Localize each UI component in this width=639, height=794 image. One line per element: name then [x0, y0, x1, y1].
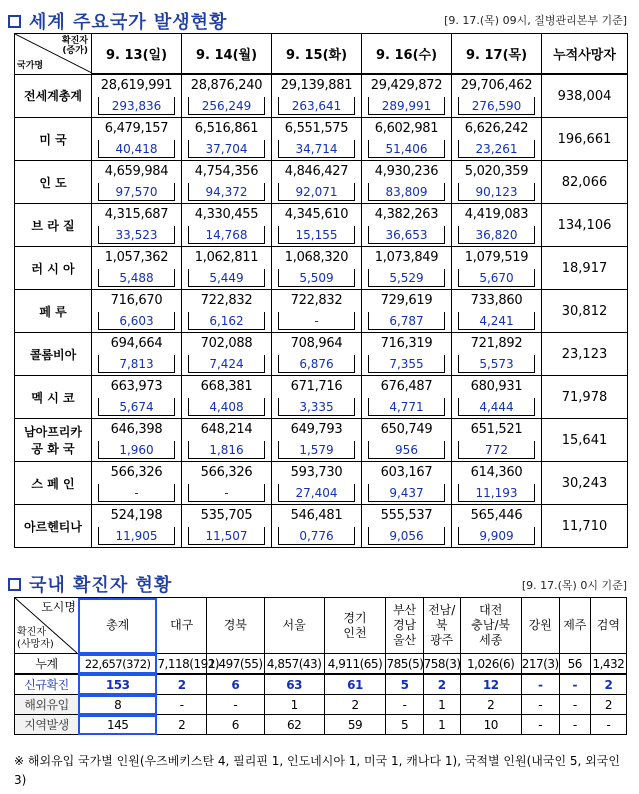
- daily-increase: 36,820: [458, 226, 535, 244]
- daily-cell: [92, 419, 182, 462]
- total-confirmed: 603,167: [380, 465, 433, 480]
- domestic-cell: 1,026(6): [460, 654, 521, 675]
- daily-cell: [362, 74, 452, 118]
- daily-increase: 51,406: [368, 140, 445, 158]
- total-confirmed: 4,345,610: [284, 207, 349, 222]
- domestic-cell: 2: [324, 695, 386, 715]
- daily-increase: 6,787: [368, 312, 445, 330]
- world-title-text: 세계 주요국가 발생현황: [29, 12, 228, 33]
- daily-cell: [362, 118, 452, 161]
- country-name: 남아프리카 공 화 국: [15, 419, 92, 462]
- domestic-cell: 4,911(65): [324, 654, 386, 675]
- world-header-row: [15, 34, 628, 75]
- daily-increase: 4,771: [368, 398, 445, 416]
- domestic-cell: -: [559, 695, 590, 715]
- daily-cell: [92, 376, 182, 419]
- daily-cell: [92, 505, 182, 548]
- daily-increase: 7,813: [98, 355, 175, 373]
- total-confirmed: 733,860: [470, 293, 523, 308]
- daily-increase: 293,836: [98, 97, 175, 115]
- daily-increase: 11,905: [98, 527, 175, 545]
- city-column-header: 부산 경남 울산: [386, 598, 423, 654]
- daily-increase: 7,355: [368, 355, 445, 373]
- daily-increase: 90,123: [458, 183, 535, 201]
- domestic-row: [15, 654, 627, 675]
- daily-increase: 276,590: [458, 97, 535, 115]
- total-confirmed: 6,479,157: [104, 121, 169, 136]
- domestic-cell: -: [559, 674, 590, 695]
- country-row: [15, 118, 628, 161]
- daily-cell: [452, 247, 542, 290]
- domestic-cell: 145: [78, 715, 156, 735]
- daily-increase: 4,444: [458, 398, 535, 416]
- daily-increase: 4,241: [458, 312, 535, 330]
- total-confirmed: 6,551,575: [284, 121, 349, 136]
- daily-cell: [182, 462, 272, 505]
- domestic-cell: 10: [460, 715, 521, 735]
- cum-deaths: 71,978: [542, 376, 628, 419]
- city-column-header: 대구: [157, 598, 207, 654]
- domestic-cell: 785(5): [386, 654, 423, 675]
- country-row: [15, 161, 628, 204]
- country-name: 콜롬비아: [15, 333, 92, 376]
- domestic-cell: 758(3): [423, 654, 460, 675]
- total-confirmed: 28,876,240: [190, 78, 263, 93]
- country-name: 스 페 인: [15, 462, 92, 505]
- daily-cell: [272, 376, 362, 419]
- total-confirmed: 6,516,861: [194, 121, 259, 136]
- daily-increase: 6,876: [278, 355, 355, 373]
- row-label: 해외유입: [15, 695, 79, 715]
- daily-increase: -: [98, 484, 175, 502]
- country-name: 멕 시 코: [15, 376, 92, 419]
- domestic-cell: 8: [78, 695, 156, 715]
- domestic-cell: 2: [157, 674, 207, 695]
- daily-cell: [92, 247, 182, 290]
- daily-increase: 27,404: [278, 484, 355, 502]
- daily-cell: [92, 333, 182, 376]
- daily-increase: 6,603: [98, 312, 175, 330]
- cum-deaths: 196,661: [542, 118, 628, 161]
- daily-cell: [182, 118, 272, 161]
- total-confirmed: 680,931: [470, 379, 523, 394]
- daily-cell: [272, 419, 362, 462]
- total-confirmed: 614,360: [470, 465, 523, 480]
- date-header: 9. 13(일): [92, 34, 182, 75]
- corner-label-confirmed: 확진자 (증가): [61, 36, 88, 57]
- total-confirmed: 1,057,362: [104, 250, 169, 265]
- daily-cell: [362, 419, 452, 462]
- row-label: 지역발생: [15, 715, 79, 735]
- total-confirmed: 694,664: [110, 336, 163, 351]
- daily-cell: [452, 290, 542, 333]
- daily-increase: 5,449: [188, 269, 265, 287]
- daily-cell: [362, 290, 452, 333]
- domestic-cell: 2: [460, 695, 521, 715]
- total-confirmed: 4,315,687: [104, 207, 169, 222]
- world-section-title: [8, 8, 227, 34]
- daily-cell: [452, 74, 542, 118]
- domestic-cell: 63: [264, 674, 324, 695]
- city-column-header: 경북: [206, 598, 264, 654]
- world-basis-note: [9. 17.(목) 09시, 질병관리본부 기준]: [444, 14, 627, 27]
- cum-deaths: 23,123: [542, 333, 628, 376]
- total-confirmed: 646,398: [110, 422, 163, 437]
- daily-increase: -: [188, 484, 265, 502]
- domestic-cell: 2: [423, 674, 460, 695]
- domestic-cell: 5: [386, 674, 423, 695]
- total-confirmed: 1,073,849: [374, 250, 439, 265]
- domestic-cell: 2: [590, 695, 626, 715]
- daily-cell: [362, 462, 452, 505]
- daily-cell: [452, 161, 542, 204]
- daily-cell: [452, 505, 542, 548]
- daily-increase: 34,714: [278, 140, 355, 158]
- domestic-table: [14, 597, 627, 735]
- domestic-cell: 1,497(55): [206, 654, 264, 675]
- cum-deaths: 82,066: [542, 161, 628, 204]
- city-column-header: 대전 충남/북 세종: [460, 598, 521, 654]
- daily-cell: [452, 204, 542, 247]
- daily-increase: 0,776: [278, 527, 355, 545]
- total-confirmed: 729,619: [380, 293, 433, 308]
- domestic-cell: 22,657(372): [78, 654, 156, 675]
- daily-increase: 11,507: [188, 527, 265, 545]
- daily-cell: [362, 247, 452, 290]
- domestic-cell: -: [206, 695, 264, 715]
- country-row: [15, 419, 628, 462]
- date-header: 9. 16(수): [362, 34, 452, 75]
- cum-deaths: 15,641: [542, 419, 628, 462]
- total-confirmed: 650,749: [380, 422, 433, 437]
- daily-increase: 15,155: [278, 226, 355, 244]
- domestic-cell: 5: [386, 715, 423, 735]
- city-column-header: 총계: [78, 598, 156, 654]
- total-confirmed: 535,705: [200, 508, 253, 523]
- daily-increase: 263,641: [278, 97, 355, 115]
- domestic-cell: -: [521, 715, 559, 735]
- daily-increase: 94,372: [188, 183, 265, 201]
- total-confirmed: 6,602,981: [374, 121, 439, 136]
- daily-increase: 14,768: [188, 226, 265, 244]
- total-confirmed: 651,521: [470, 422, 523, 437]
- daily-increase: 4,408: [188, 398, 265, 416]
- daily-cell: [92, 290, 182, 333]
- daily-cell: [362, 505, 452, 548]
- domestic-cell: 153: [78, 674, 156, 695]
- domestic-cell: -: [559, 715, 590, 735]
- country-row: [15, 376, 628, 419]
- daily-cell: [182, 419, 272, 462]
- city-column-header: 강원: [521, 598, 559, 654]
- total-confirmed: 722,832: [200, 293, 253, 308]
- daily-increase: 1,816: [188, 441, 265, 459]
- domestic-corner-cell: [15, 598, 79, 654]
- daily-cell: [272, 290, 362, 333]
- total-confirmed: 4,659,984: [104, 164, 169, 179]
- city-column-header: 제주: [559, 598, 590, 654]
- daily-increase: 33,523: [98, 226, 175, 244]
- domestic-title-text: 국내 확진자 현황: [29, 575, 173, 596]
- daily-increase: 6,162: [188, 312, 265, 330]
- total-confirmed: 716,670: [110, 293, 163, 308]
- country-name: 아르헨티나: [15, 505, 92, 548]
- country-name: 페 루: [15, 290, 92, 333]
- total-confirmed: 5,020,359: [464, 164, 529, 179]
- daily-cell: [452, 333, 542, 376]
- daily-cell: [182, 247, 272, 290]
- domestic-cell: 12: [460, 674, 521, 695]
- daily-cell: [92, 161, 182, 204]
- daily-increase: 256,249: [188, 97, 265, 115]
- domestic-cell: -: [157, 695, 207, 715]
- total-confirmed: 722,832: [290, 293, 343, 308]
- daily-cell: [182, 204, 272, 247]
- daily-increase: 40,418: [98, 140, 175, 158]
- daily-cell: [272, 462, 362, 505]
- total-confirmed: 668,381: [200, 379, 253, 394]
- country-row: [15, 74, 628, 118]
- domestic-cell: 2: [157, 715, 207, 735]
- city-column-header: 경기 인천: [324, 598, 386, 654]
- total-confirmed: 565,446: [470, 508, 523, 523]
- total-confirmed: 546,481: [290, 508, 343, 523]
- daily-cell: [272, 333, 362, 376]
- total-confirmed: 555,537: [380, 508, 433, 523]
- total-confirmed: 1,068,320: [284, 250, 349, 265]
- domestic-cell: 1: [423, 695, 460, 715]
- total-confirmed: 4,419,083: [464, 207, 529, 222]
- date-header: 9. 14(월): [182, 34, 272, 75]
- daily-increase: 36,653: [368, 226, 445, 244]
- total-confirmed: 29,139,881: [280, 78, 353, 93]
- domestic-cell: 1,432: [590, 654, 626, 675]
- country-name: 미 국: [15, 118, 92, 161]
- total-confirmed: 1,062,811: [194, 250, 259, 265]
- daily-cell: [362, 333, 452, 376]
- daily-increase: 5,488: [98, 269, 175, 287]
- daily-increase: 772: [458, 441, 535, 459]
- total-confirmed: 566,326: [110, 465, 163, 480]
- daily-increase: 9,056: [368, 527, 445, 545]
- domestic-cell: 4,857(43): [264, 654, 324, 675]
- country-name: 전세계총계: [15, 74, 92, 118]
- domestic-cell: 59: [324, 715, 386, 735]
- total-confirmed: 4,330,455: [194, 207, 259, 222]
- domestic-cell: 1: [264, 695, 324, 715]
- total-confirmed: 4,846,427: [284, 164, 349, 179]
- daily-cell: [452, 419, 542, 462]
- daily-increase: 23,261: [458, 140, 535, 158]
- daily-cell: [182, 376, 272, 419]
- domestic-row: [15, 695, 627, 715]
- total-confirmed: 716,319: [380, 336, 433, 351]
- domestic-cell: -: [386, 695, 423, 715]
- daily-cell: [362, 161, 452, 204]
- total-confirmed: 671,716: [290, 379, 343, 394]
- cum-deaths: 18,917: [542, 247, 628, 290]
- total-confirmed: 29,706,462: [460, 78, 533, 93]
- total-confirmed: 4,382,263: [374, 207, 439, 222]
- domestic-cell: 6: [206, 715, 264, 735]
- domestic-cell: 56: [559, 654, 590, 675]
- domestic-basis-note: [9. 17.(목) 0시 기준]: [521, 579, 627, 592]
- country-row: [15, 462, 628, 505]
- domestic-cell: -: [521, 695, 559, 715]
- total-confirmed: 524,198: [110, 508, 163, 523]
- daily-cell: [272, 74, 362, 118]
- daily-cell: [272, 204, 362, 247]
- daily-increase: 1,579: [278, 441, 355, 459]
- daily-increase: 97,570: [98, 183, 175, 201]
- daily-increase: 9,437: [368, 484, 445, 502]
- country-row: [15, 505, 628, 548]
- country-row: [15, 290, 628, 333]
- daily-cell: [92, 462, 182, 505]
- cum-deaths: 30,812: [542, 290, 628, 333]
- daily-cell: [362, 376, 452, 419]
- total-confirmed: 6,626,242: [464, 121, 529, 136]
- daily-cell: [452, 118, 542, 161]
- country-name: 브 라 질: [15, 204, 92, 247]
- domestic-cell: 7,118(192): [157, 654, 207, 675]
- city-column-header: 검역: [590, 598, 626, 654]
- cum-deaths: 11,710: [542, 505, 628, 548]
- country-name: 인 도: [15, 161, 92, 204]
- domestic-cell: 62: [264, 715, 324, 735]
- row-label: 신규확진: [15, 674, 79, 695]
- domestic-row: [15, 715, 627, 735]
- corner-label-country: 국가명: [17, 61, 44, 72]
- date-header: 9. 15(화): [272, 34, 362, 75]
- daily-cell: [92, 118, 182, 161]
- daily-increase: 956: [368, 441, 445, 459]
- daily-increase: 92,071: [278, 183, 355, 201]
- total-confirmed: 4,754,356: [194, 164, 259, 179]
- total-confirmed: 649,793: [290, 422, 343, 437]
- world-table: [14, 33, 628, 548]
- domestic-cell: 2: [590, 674, 626, 695]
- city-column-header: 서울: [264, 598, 324, 654]
- country-row: [15, 204, 628, 247]
- domestic-header-row: [15, 598, 627, 654]
- daily-cell: [182, 74, 272, 118]
- daily-increase: 11,193: [458, 484, 535, 502]
- daily-cell: [272, 161, 362, 204]
- world-corner-cell: [15, 34, 92, 75]
- checkbox-square-icon: [8, 15, 21, 28]
- daily-cell: [452, 462, 542, 505]
- daily-increase: 37,704: [188, 140, 265, 158]
- footnote: ※ 해외유입 국가별 인원(우즈베키스탄 4, 필리핀 1, 인도네시아 1, 미국 1, 캐나다 1), 국적별 인원(내국인 5, 외국인 3): [14, 754, 620, 787]
- daily-cell: [182, 161, 272, 204]
- daily-increase: 9,909: [458, 527, 535, 545]
- total-confirmed: 708,964: [290, 336, 343, 351]
- daily-increase: 5,509: [278, 269, 355, 287]
- daily-increase: 5,674: [98, 398, 175, 416]
- domestic-cell: 61: [324, 674, 386, 695]
- total-confirmed: 566,326: [200, 465, 253, 480]
- city-column-header: 전남/북 광주: [423, 598, 460, 654]
- domestic-cell: -: [521, 674, 559, 695]
- daily-cell: [272, 118, 362, 161]
- total-confirmed: 1,079,519: [464, 250, 529, 265]
- daily-cell: [182, 290, 272, 333]
- corner-label-confirmed-deaths: 확진자 (사망자): [17, 627, 54, 650]
- cum-death-header: 누적사망자: [542, 34, 628, 75]
- country-row: [15, 333, 628, 376]
- country-row: [15, 247, 628, 290]
- daily-increase: 5,573: [458, 355, 535, 373]
- daily-cell: [182, 505, 272, 548]
- daily-cell: [452, 376, 542, 419]
- total-confirmed: 29,429,872: [370, 78, 443, 93]
- row-label: 누계: [15, 654, 79, 675]
- total-confirmed: 702,088: [200, 336, 253, 351]
- cum-deaths: 134,106: [542, 204, 628, 247]
- total-confirmed: 648,214: [200, 422, 253, 437]
- daily-increase: 3,335: [278, 398, 355, 416]
- total-confirmed: 663,973: [110, 379, 163, 394]
- daily-cell: [362, 204, 452, 247]
- daily-increase: 5,529: [368, 269, 445, 287]
- total-confirmed: 721,892: [470, 336, 523, 351]
- total-confirmed: 4,930,236: [374, 164, 439, 179]
- domestic-row: [15, 674, 627, 695]
- domestic-cell: -: [590, 715, 626, 735]
- daily-cell: [272, 505, 362, 548]
- daily-cell: [92, 74, 182, 118]
- daily-increase: 83,809: [368, 183, 445, 201]
- daily-cell: [92, 204, 182, 247]
- checkbox-square-icon: [8, 578, 21, 591]
- cum-deaths: 30,243: [542, 462, 628, 505]
- cum-deaths: 938,004: [542, 74, 628, 118]
- daily-cell: [272, 247, 362, 290]
- domestic-cell: 6: [206, 674, 264, 695]
- daily-increase: 7,424: [188, 355, 265, 373]
- domestic-cell: 217(3): [521, 654, 559, 675]
- date-header: 9. 17(목): [452, 34, 542, 75]
- domestic-cell: 1: [423, 715, 460, 735]
- country-name: 러 시 아: [15, 247, 92, 290]
- daily-cell: [182, 333, 272, 376]
- daily-increase: 1,960: [98, 441, 175, 459]
- daily-increase: -: [278, 312, 355, 330]
- corner-label-city: 도시명: [41, 600, 76, 614]
- daily-increase: 5,670: [458, 269, 535, 287]
- total-confirmed: 28,619,991: [100, 78, 173, 93]
- daily-increase: 289,991: [368, 97, 445, 115]
- domestic-section-title: [8, 571, 172, 597]
- total-confirmed: 676,487: [380, 379, 433, 394]
- total-confirmed: 593,730: [290, 465, 343, 480]
